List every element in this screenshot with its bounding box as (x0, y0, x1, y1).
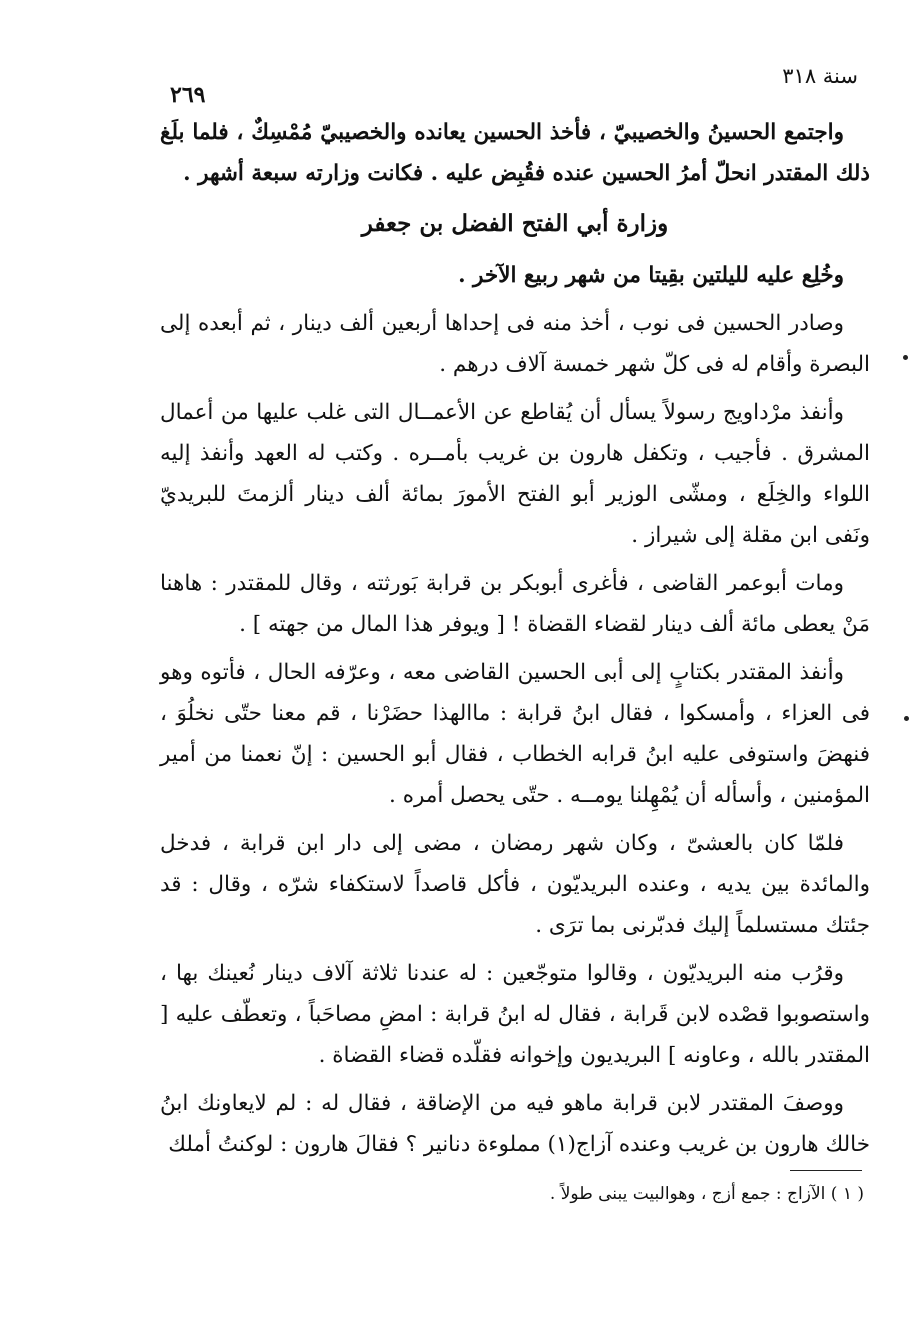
margin-mark (904, 716, 909, 721)
paragraph-1: واجتمع الحسينُ والخصيبيّ ، فأخذ الحسين يعانده والخصيبيّ مُمْسِكٌ ، فلما بلَغ ذلك المقتدر انحلّ أمرُ الحسين عنده فقُبِض عليه . فكانت وزارته سبعة أشهر . (160, 120, 870, 186)
paragraph-9: ووصفَ المقتدر لابن قرابة ماهو فيه من الإضاقة ، فقال له : لم لايعاونك ابنُ خالك هارون بن غريب وعنده آزاج(١) مملوءة دنانير ؟ فقالَ هارون : لوكنتُ أملك (160, 1091, 870, 1157)
page-number: ٢٦٩ (170, 82, 206, 108)
paragraph-8: وقرُب منه البريديّون ، وقالوا متوجّعين : له عندنا ثلاثة آلاف دينار نُعينك بها ، واستصوبوا قصْده لابن قَرابة ، فقال له ابنُ قرابة : امضِ مصاحَباً ، وتعطّف عليه [ المقتدر بالله ، وعاونه ] البريديون وإخوانه فقلّده قضاء القضاة . (160, 961, 870, 1068)
paragraph-7: فلمّا كان بالعشىّ ، وكان شهر رمضان ، مضى إلى دار ابن قرابة ، فدخل والمائدة بين يديه ، وعنده البريديّون ، فأكل قاصداً لاستكفاء شرّه ، وقال : قد جئتك مستسلماً إليك فدبّرنى بما ترَى . (160, 831, 870, 938)
paragraph-4: وأنفذ مرْداويج رسولاً يسأل أن يُقاطع عن الأعمــال التى غلب عليها من أعمال المشرق . فأجيب ، وتكفل هارون بن غريب بأمــره . وكتب له العهد وأنفذ إليه اللواء والخِلَع ، ومشّى الوزير أبو الفتح الأمورَ بمائة ألف دينار ألزمتَ للبريديّ ونَفى ابن مقلة إلى شيراز . (160, 400, 870, 548)
running-header-year: سنة ٣١٨ (782, 64, 858, 88)
paragraph-5: ومات أبوعمر القاضى ، فأغرى أبوبكر بن قرابة بَورثته ، وقال للمقتدر : هاهنا مَنْ يعطى مائة ألف دينار لقضاء القضاة ! [ ويوفر هذا المال من جهته ] . (160, 571, 870, 637)
main-text (160, 112, 870, 1172)
section-heading: وزارة أبي الفتح الفضل بن جعفر (361, 210, 669, 237)
paragraph-6: وأنفذ المقتدر بكتابٍ إلى أبى الحسين القاضى معه ، وعرّفه الحال ، فأتوه وهو فى العزاء ، وأمسكوا ، فقال ابنُ قرابة : ماالهذا حضَرْنا ، قم معنا حتّى نخلُوَ ، فنهضَ واستوفى عليه ابنُ قرابه الخطاب ، فقال أبو الحسين : إنّ نعمنا من أمير المؤمنين ، وأسأله أن يُمْهِلنا يومــه . حتّى يحصل أمره . (160, 660, 870, 808)
margin-mark (903, 355, 908, 360)
footnote-divider (790, 1170, 862, 1171)
footnote: ( ١ ) الآزاج : جمع أزج ، وهوالبيت يبنى طولاً . (549, 1184, 864, 1204)
paragraph-3: وصادر الحسين فى نوب ، أخذ منه فى إحداها أربعين ألف دينار ، ثم أبعده إلى البصرة وأقام له فى كلّ شهر خمسة آلاف درهم . (160, 311, 870, 377)
paragraph-2: وخُلِع عليه لليلتين بقِيتا من شهر ربيع الآخر . (458, 263, 844, 288)
